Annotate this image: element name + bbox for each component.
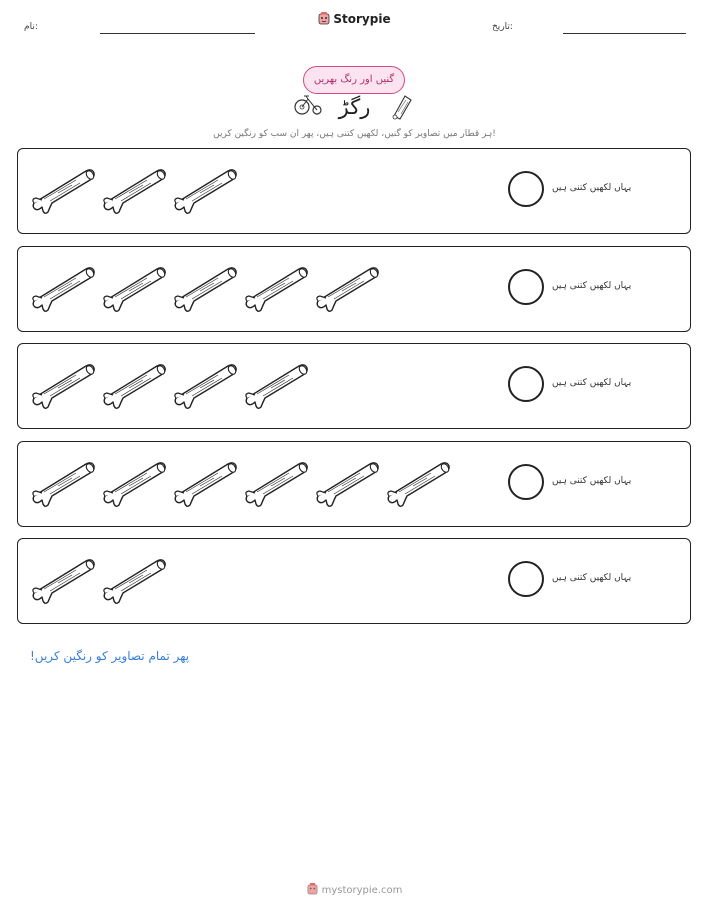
- stick-icon: [99, 358, 169, 410]
- answer-circle[interactable]: [508, 269, 544, 305]
- stick-icon: [99, 261, 169, 313]
- stick-icon: [28, 358, 98, 410]
- answer-hint: یہاں لکھیں کتنی ہیں: [552, 280, 632, 291]
- stick-icon: [170, 358, 240, 410]
- counting-row: [17, 441, 691, 527]
- counting-row: [17, 538, 691, 624]
- stick-icon: [28, 553, 98, 605]
- date-line: [563, 33, 686, 34]
- stick-icon: [170, 456, 240, 508]
- site-url: mystorypie.com: [321, 885, 403, 896]
- name-label: نام:: [24, 22, 38, 32]
- brand-name: Storypie: [333, 12, 391, 26]
- stick-icon: [99, 456, 169, 508]
- counting-row: [17, 148, 691, 234]
- stick-icon: [241, 358, 311, 410]
- answer-hint: یہاں لکھیں کتنی ہیں: [552, 475, 632, 486]
- worksheet-title: رگڑ: [338, 95, 371, 119]
- storypie-logo-icon: [307, 883, 318, 895]
- stick-icon: [99, 553, 169, 605]
- stick-icon: [28, 456, 98, 508]
- name-line: [100, 33, 255, 34]
- stick-icon: [170, 163, 240, 215]
- instructions: ہر قطار میں تصاویر کو گنیں، لکھیں کتنی ہیں، پھر ان سب کو رنگین کریں!: [213, 129, 496, 139]
- counting-row: [17, 343, 691, 429]
- answer-hint: یہاں لکھیں کتنی ہیں: [552, 183, 632, 193]
- brand-header: [0, 12, 709, 26]
- activity-badge: گنیں اور رنگ بھریں: [303, 66, 405, 94]
- answer-circle[interactable]: [508, 561, 544, 597]
- answer-circle[interactable]: [508, 171, 544, 207]
- stick-icon: [312, 456, 382, 508]
- stick-icon: [241, 456, 311, 508]
- stick-icon: [99, 163, 169, 215]
- answer-hint: یہاں لکھیں کتنی ہیں: [552, 573, 632, 584]
- footer-note: پھر تمام تصاویر کو رنگین کریں!: [30, 649, 190, 663]
- stick-icon: [241, 261, 311, 313]
- answer-circle[interactable]: [508, 366, 544, 402]
- site-footer: [0, 883, 709, 896]
- answer-circle[interactable]: [508, 464, 544, 500]
- answer-hint: یہاں لکھیں کتنی ہیں: [552, 378, 632, 389]
- stick-icon: [28, 261, 98, 313]
- wood-plank-icon: [389, 94, 413, 124]
- stick-icon: [170, 261, 240, 313]
- date-label: تاریخ:: [492, 22, 513, 32]
- storypie-logo-icon: [318, 12, 330, 25]
- stick-icon: [312, 261, 382, 313]
- stick-icon: [383, 456, 453, 508]
- counting-row: [17, 246, 691, 332]
- stick-icon: [28, 163, 98, 215]
